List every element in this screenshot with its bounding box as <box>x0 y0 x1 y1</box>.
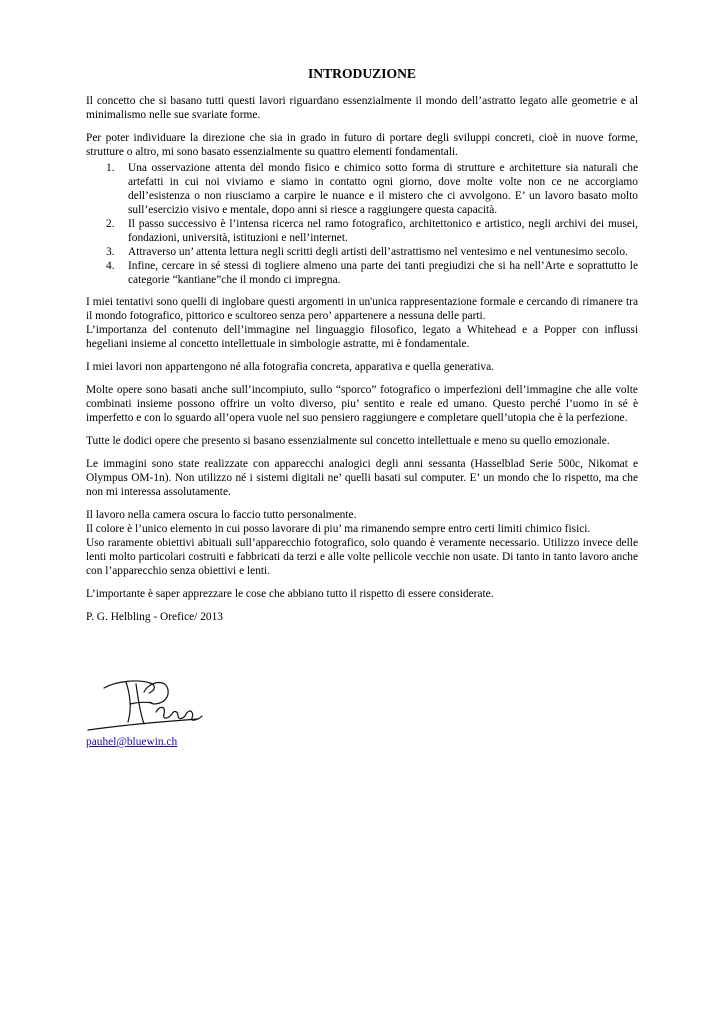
list-item-number: 1. <box>106 162 115 174</box>
paragraph-imperfection: Molte opere sono basati anche sull’incompiuto, sullo “sporco” fotografico o imperfezioni dell’immagine che alle volte combinati insieme possono offrire un volto diverso, piu’ sentito e reale ed umano. Questo perché l’uomo in sé è imperfetto e con lo sguardo all’opera vuole nel suo pensiero raggiungere e completare quell’utopia che è la perfezione. <box>86 384 638 424</box>
author-line: P. G. Helbling - Orefice/ 2013 <box>86 611 223 623</box>
email-link[interactable]: pauhel@bluewin.ch <box>86 736 178 748</box>
list-item-text: Il passo successivo è l’intensa ricerca nel ramo fotografico, architettonico e artistico, negli archivi dei musei, fondazioni, università, istituzioni e nell’internet. <box>128 218 638 244</box>
list-item-number: 4. <box>106 260 115 272</box>
list-item-number: 2. <box>106 218 115 230</box>
list-item <box>86 245 638 259</box>
paragraph-lenses: Uso raramente obiettivi abituali sull’apparecchio fotografico, solo quando è veramente necessario. Utilizzo invece delle lenti molto particolari costruiti e fabbricati da terzi e alle volte pellicole vecchie non usate. Di tanto in tanto lavoro anche con l’apparecchio senza obiettivi e lenti. <box>86 537 638 577</box>
paragraph-not-belonging: I miei lavori non appartengono né alla fotografia concreta, apparativa e quella generativa. <box>86 361 494 373</box>
handwritten-signature <box>86 672 216 738</box>
paragraph-twelve-works: Tutte le dodici opere che presento si basano essenzialmente sul concetto intellettuale e meno su quello emozionale. <box>86 435 610 447</box>
document-title: INTRODUZIONE <box>307 66 416 81</box>
paragraph-philosophy: L’importanza del contenuto dell’immagine nel linguaggio filosofico, legato a Whitehead e a Popper con influssi hegeliani insieme al concetto intellettuale in simbologie astratte, mi è fondamentale. <box>86 324 638 350</box>
paragraph-intro: Il concetto che si basano tutti questi lavori riguardano essenzialmente il mondo dell’astratto legato alle geometrie e al minimalismo nelle sue svariate forme. <box>86 95 638 121</box>
paragraph-darkroom: Il lavoro nella camera oscura lo faccio tutto personalmente. <box>86 509 357 521</box>
paragraph-color: Il colore è l’unico elemento in cui posso lavorare di piu’ ma rimanendo sempre entro certi limiti chimico fisici. <box>86 523 591 535</box>
list-item-text: Infine, cercare in sé stessi di togliere almeno una parte dei tanti pregiudizi che si ha nell’Arte e soprattutto le categorie “kantiane”che il mondo ci impregna. <box>128 260 638 286</box>
paragraph-cameras: Le immagini sono state realizzate con apparecchi analogici degli anni sessanta (Hasselblad Serie 500c, Nikomat e Olympus OM-1n). Non utilizzo né i sistemi digitali ne’ quelli basati sul computer. E’ un mondo che lo rispetto, ma che non mi interessa assolutamente. <box>86 458 638 498</box>
list-item-number: 3. <box>106 246 115 258</box>
list-item-text: Una osservazione attenta del mondo fisico e chimico sotto forma di strutture e architetture sia naturali che artefatti in cui noi viviamo e siamo in contatto ogni giorno, dove molte volte non ce ne accorgiamo dell’esistenza o non riusciamo a carpire le nuance e il mistero che ci avvolgono. E’ un lavoro basato molto sull’esercizio visivo e mentale, dopo anni si riesce a raggiungere questa capacità. <box>128 162 638 216</box>
paragraph-closing: L’importante è saper apprezzare le cose che abbiano tutto il rispetto di essere considerate. <box>86 588 494 600</box>
document-body <box>86 66 638 624</box>
list-item <box>86 259 638 287</box>
elements-list <box>86 161 638 287</box>
list-item <box>86 217 638 245</box>
paragraph-attempts: I miei tentativi sono quelli di inglobare questi argomenti in un'unica rappresentazione formale e cercando di rimanere tra il mondo fotografico, pittorico e scultoreo senza pero’ appartenere a nessuna delle parti. <box>86 296 638 322</box>
list-item-text: Attraverso un’ attenta lettura negli scritti degli artisti dell’astrattismo nel ventesimo e nel ventunesimo secolo. <box>128 246 628 258</box>
paragraph-direction: Per poter individuare la direzione che sia in grado in futuro di portare degli sviluppi concreti, cioè in nuove forme, strutture o altro, mi sono basato essenzialmente su quattro elementi fondamentali. <box>86 132 638 158</box>
list-item <box>86 161 638 217</box>
